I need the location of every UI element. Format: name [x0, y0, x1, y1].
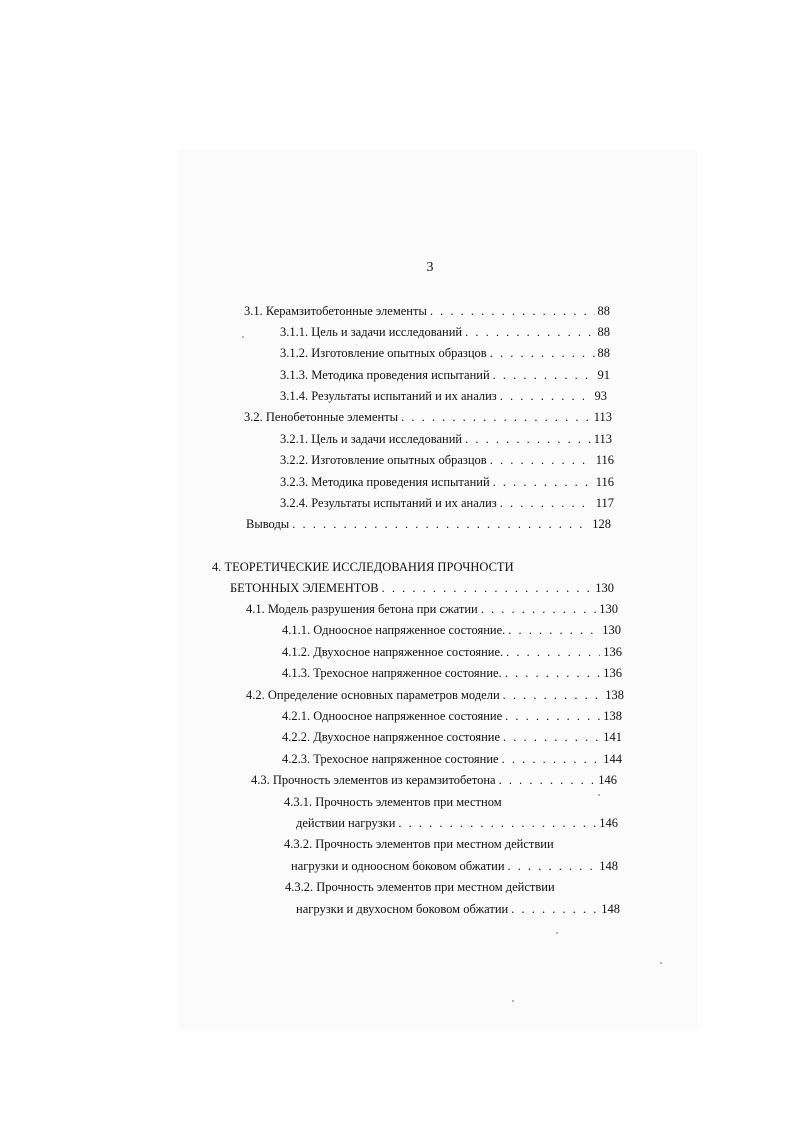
toc-entry-page: 136 — [603, 666, 622, 680]
toc-entry — [280, 389, 607, 403]
toc-entry-page: 148 — [601, 902, 620, 916]
toc-entry-page: 138 — [603, 709, 622, 723]
toc-entry — [282, 666, 622, 680]
toc-entry-title: 4.3.1. Прочность элементов при местном — [284, 795, 502, 809]
toc-entry — [280, 496, 614, 510]
toc-entry-page: 88 — [597, 325, 610, 339]
scan-speck — [660, 962, 662, 964]
toc-entry — [280, 432, 612, 446]
toc-entry — [244, 304, 610, 318]
toc-entry-page: 91 — [597, 368, 610, 382]
toc-entry-title: 3.1.3. Методика проведения испытаний — [280, 368, 490, 382]
toc-entry-title: 3.1.2. Изготовление опытных образцов — [280, 346, 487, 360]
toc-entry-page: 130 — [599, 602, 618, 616]
toc-entry — [244, 410, 612, 424]
toc-entry-title: 3.2.3. Методика проведения испытаний — [280, 475, 490, 489]
toc-entry-title: 4.1.1. Одноосное напряженное состояние. — [282, 623, 506, 637]
toc-entry-title: 3.2. Пенобетонные элементы — [244, 410, 399, 424]
toc-entry — [296, 816, 618, 830]
toc-entry-title: 4.3.2. Прочность элементов при местном действии — [284, 837, 554, 851]
toc-entry — [246, 602, 618, 616]
toc-entry — [280, 346, 610, 360]
toc-entry — [230, 581, 614, 595]
toc-entry-title: нагрузки и двухосном боковом обжатии — [296, 902, 509, 916]
toc-entry-page: 144 — [603, 752, 622, 766]
scan-speck — [512, 1000, 514, 1002]
toc-entry-page: 148 — [599, 859, 618, 873]
toc-entry-title: 3.1. Керамзитобетонные элементы — [244, 304, 427, 318]
toc-entry — [246, 517, 611, 531]
toc-entry-page: 136 — [603, 645, 622, 659]
toc-entry-title: 3.2.1. Цель и задачи исследований — [280, 432, 463, 446]
toc-entry-title: действии нагрузки — [296, 816, 396, 830]
scan-speck — [598, 794, 600, 796]
toc-entry-page: 93 — [594, 389, 607, 403]
toc-entry-page: 138 — [605, 688, 624, 702]
toc-entry-title: 4.1.3. Трехосное напряженное состояние. — [282, 666, 502, 680]
toc-entry-title: БЕТОННЫХ ЭЛЕМЕНТОВ — [230, 581, 379, 595]
toc-entry-title: 3.1.4. Результаты испытаний и их анализ — [280, 389, 497, 403]
toc-entry-page: 116 — [595, 475, 614, 489]
toc-entry — [282, 730, 622, 744]
toc-entry-page: 116 — [595, 453, 614, 467]
toc-entry — [291, 859, 618, 873]
scan-speck — [242, 336, 244, 338]
toc-entry-page: 113 — [593, 410, 612, 424]
toc-entry — [251, 773, 617, 787]
toc-entry — [296, 902, 620, 916]
toc-entry — [280, 475, 614, 489]
toc-entry-title: 4.2.3. Трехосное напряженное состояние — [282, 752, 499, 766]
toc-chapter-heading: 4. ТЕОРЕТИЧЕСКИЕ ИССЛЕДОВАНИЯ ПРОЧНОСТИ — [212, 560, 514, 574]
toc-entry — [280, 453, 614, 467]
toc-entry-page: 130 — [602, 623, 621, 637]
toc-entry-title: 3.1.1. Цель и задачи исследований — [280, 325, 463, 339]
toc-entry-page: 88 — [597, 304, 610, 318]
toc-entry — [282, 752, 622, 766]
toc-entry-page: 146 — [598, 773, 617, 787]
toc-entry-page: 141 — [603, 730, 622, 744]
toc-entry — [280, 325, 610, 339]
toc-entry-page: 130 — [595, 581, 614, 595]
toc-entry — [282, 709, 622, 723]
toc-entry-title: 4.2. Определение основных параметров модели — [246, 688, 500, 702]
toc-entry-title: 4.1.2. Двухосное напряженное состояние. — [282, 645, 504, 659]
toc-entry-title: нагрузки и одноосном боковом обжатии — [291, 859, 505, 873]
scan-speck — [556, 932, 558, 934]
toc-entry-title: 3.2.2. Изготовление опытных образцов — [280, 453, 487, 467]
toc-entry-title: 4.1. Модель разрушения бетона при сжатии — [246, 602, 478, 616]
toc-entry-title: 4.3.2. Прочность элементов при местном действии — [285, 880, 555, 894]
toc-entry-page: 146 — [599, 816, 618, 830]
toc-entry-title: 4.2.1. Одноосное напряженное состояние — [282, 709, 503, 723]
toc-entry — [246, 688, 624, 702]
toc-entry — [280, 368, 610, 382]
toc-entry-page: 113 — [593, 432, 612, 446]
toc-entry-page: 117 — [595, 496, 614, 510]
toc-entry-title: 3.2.4. Результаты испытаний и их анализ — [280, 496, 497, 510]
toc-entry-page: 128 — [592, 517, 611, 531]
toc-entry — [282, 645, 622, 659]
page-number: 3 — [426, 260, 434, 275]
toc-entry-title: 4.2.2. Двухосное напряженное состояние — [282, 730, 501, 744]
toc-entry-title: 4.3. Прочность элементов из керамзитобетона — [251, 773, 496, 787]
toc-entry — [282, 623, 621, 637]
toc-entry-title: Выводы — [246, 517, 290, 531]
toc-entry-page: 88 — [597, 346, 610, 360]
